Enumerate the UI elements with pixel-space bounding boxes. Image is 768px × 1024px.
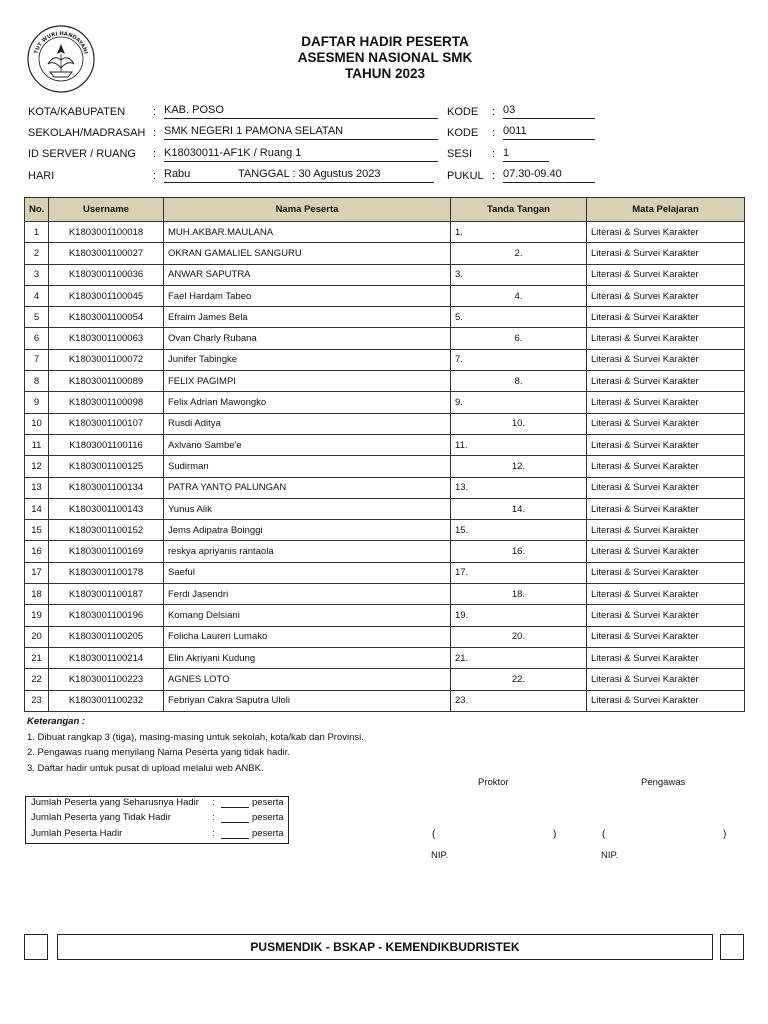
note-item: 3. Daftar hadir untuk pusat di upload melalui web ANBK. [27,763,264,774]
summary-colon: : [212,797,215,808]
subject-cell: Literasi & Survei Karakter [587,371,745,392]
hari-label: HARI [28,170,55,182]
username-cell: K1803001100107 [49,413,164,434]
notes-title: Keterangan : [27,716,86,727]
table-row [25,307,745,328]
username-cell: K1803001100018 [49,222,164,243]
table-row [25,371,745,392]
kode1-field[interactable]: 03 [503,104,595,119]
username-cell: K1803001100116 [49,434,164,455]
row-number-cell: 18 [25,584,49,605]
note-item: 2. Pengawas ruang menyilang Nama Peserta yang tidak hadir. [27,747,290,758]
signature-cell[interactable]: 7. [451,349,587,370]
col-header-mata-pelajaran: Mata Pelajaran [587,198,745,222]
participant-name-cell[interactable]: Fael Hardam Tabeo [164,285,451,306]
signature-cell[interactable]: 6. [451,328,587,349]
username-cell: K1803001100196 [49,605,164,626]
pengawas-label: Pengawas [641,777,686,788]
row-number-cell: 4 [25,285,49,306]
signature-cell[interactable]: 3. [451,264,587,285]
username-cell: K1803001100223 [49,669,164,690]
table-row [25,626,745,647]
username-cell: K1803001100178 [49,562,164,583]
hari-colon: : [153,170,157,182]
signature-cell[interactable]: 22. [451,669,587,690]
subject-cell: Literasi & Survei Karakter [587,541,745,562]
subject-cell: Literasi & Survei Karakter [587,562,745,583]
pukul-label: PUKUL [447,170,484,182]
subject-cell: Literasi & Survei Karakter [587,328,745,349]
username-cell: K1803001100205 [49,626,164,647]
table-row [25,477,745,498]
participant-name-cell[interactable]: reskya apriyanis rantaola [164,541,451,562]
table-row [25,456,745,477]
table-row [25,584,745,605]
subject-cell: Literasi & Survei Karakter [587,307,745,328]
username-cell: K1803001100054 [49,307,164,328]
subject-cell: Literasi & Survei Karakter [587,243,745,264]
signature-cell[interactable]: 15. [451,520,587,541]
username-cell: K1803001100125 [49,456,164,477]
doc-subtitle: ASESMEN NASIONAL SMK [297,50,473,65]
signature-cell[interactable]: 10. [451,413,587,434]
username-cell: K1803001100134 [49,477,164,498]
tut-wuri-handayani-logo [26,24,96,94]
participant-name-cell[interactable]: Febriyan Cakra Saputra Uloli [164,690,451,711]
signature-cell[interactable]: 14. [451,498,587,519]
server-label: ID SERVER / RUANG [28,148,136,160]
signature-cell[interactable]: 9. [451,392,587,413]
participant-name-cell[interactable]: Yunus Alik [164,498,451,519]
username-cell: K1803001100098 [49,392,164,413]
table-row [25,647,745,668]
participant-name-cell[interactable]: Rusdi Aditya [164,413,451,434]
signature-cell[interactable]: 21. [451,647,587,668]
summary-present-label: Jumlah Peserta Hadir [31,828,123,839]
summary-absent-label: Jumlah Peserta yang Tidak Hadir [31,812,171,823]
row-number-cell: 13 [25,477,49,498]
pengawas-name-open: ( [602,829,606,840]
signature-cell[interactable]: 20. [451,626,587,647]
kode2-colon: : [492,127,496,139]
username-cell: K1803001100214 [49,647,164,668]
sesi-colon: : [492,148,496,160]
participant-name-cell[interactable]: FELIX PAGIMPI [164,371,451,392]
participant-name-cell[interactable]: ANWAR SAPUTRA [164,264,451,285]
subject-cell: Literasi & Survei Karakter [587,222,745,243]
username-cell: K1803001100187 [49,584,164,605]
signature-cell[interactable]: 1. [451,222,587,243]
kode2-label: KODE [447,127,479,139]
proktor-name-close: ) [553,829,557,840]
row-number-cell: 6 [25,328,49,349]
row-number-cell: 23 [25,690,49,711]
participant-name-cell[interactable]: Saeful [164,562,451,583]
pengawas-nip-label: NIP. [601,850,619,861]
footer-left-marker [24,934,48,960]
row-number-cell: 1 [25,222,49,243]
summary-unit: peserta [252,828,284,839]
kode1-colon: : [492,106,496,118]
kode1-label: KODE [447,106,479,118]
signature-cell[interactable]: 5. [451,307,587,328]
participant-name-cell[interactable]: Efraim James Bela [164,307,451,328]
row-number-cell: 20 [25,626,49,647]
username-cell: K1803001100152 [49,520,164,541]
sesi-field[interactable]: 1 [503,147,549,162]
row-number-cell: 22 [25,669,49,690]
table-row [25,434,745,455]
table-header-row [25,198,745,222]
participant-name-cell[interactable]: Axlvano Sambe'e [164,434,451,455]
signature-cell[interactable]: 18. [451,584,587,605]
username-cell: K1803001100027 [49,243,164,264]
summary-unit: peserta [252,797,284,808]
subject-cell: Literasi & Survei Karakter [587,669,745,690]
note-item: 1. Dibuat rangkap 3 (tiga), masing-masing untuk sekolah, kota/kab dan Provinsi. [27,732,364,743]
table-row [25,541,745,562]
doc-title: DAFTAR HADIR PESERTA [301,34,469,49]
username-cell: K1803001100072 [49,349,164,370]
participant-name-cell[interactable]: Ovan Charly Rubana [164,328,451,349]
table-row [25,498,745,519]
signature-cell[interactable]: 12. [451,456,587,477]
row-number-cell: 19 [25,605,49,626]
signature-cell[interactable]: 2. [451,243,587,264]
summary-present-field[interactable] [221,828,249,839]
table-row [25,690,745,711]
table-row [25,413,745,434]
table-row [25,264,745,285]
table-row [25,243,745,264]
kode2-field[interactable]: 0011 [503,125,595,140]
username-cell: K1803001100232 [49,690,164,711]
kota-colon: : [153,106,157,118]
sesi-label: SESI [447,148,473,160]
server-colon: : [153,148,157,160]
col-header-nama: Nama Peserta [164,198,451,222]
proktor-label: Proktor [478,777,509,788]
subject-cell: Literasi & Survei Karakter [587,605,745,626]
summary-unit: peserta [252,812,284,823]
subject-cell: Literasi & Survei Karakter [587,647,745,668]
subject-cell: Literasi & Survei Karakter [587,626,745,647]
row-number-cell: 21 [25,647,49,668]
username-cell: K1803001100036 [49,264,164,285]
row-number-cell: 10 [25,413,49,434]
subject-cell: Literasi & Survei Karakter [587,392,745,413]
signature-cell[interactable]: 11. [451,434,587,455]
participant-name-cell[interactable]: AGNES LOTO [164,669,451,690]
participant-name-cell[interactable]: Folicha Lauren Lumako [164,626,451,647]
subject-cell: Literasi & Survei Karakter [587,477,745,498]
table-row [25,328,745,349]
row-number-cell: 14 [25,498,49,519]
server-field[interactable]: K18030011-AF1K / Ruang 1 [164,147,438,162]
row-number-cell: 16 [25,541,49,562]
proktor-nip-label: NIP. [431,850,449,861]
logo-motto: TUT WURI HANDAYANI [33,30,89,55]
kota-label: KOTA/KABUPATEN [28,106,126,118]
proktor-name-open: ( [432,829,436,840]
signature-cell[interactable]: 19. [451,605,587,626]
subject-cell: Literasi & Survei Karakter [587,434,745,455]
table-row [25,605,745,626]
footer-banner: PUSMENDIK - BSKAP - KEMENDIKBUDRISTEK [57,934,713,960]
subject-cell: Literasi & Survei Karakter [587,349,745,370]
row-number-cell: 11 [25,434,49,455]
tanggal-field[interactable]: TANGGAL : 30 Agustus 2023 [238,168,434,183]
col-header-no: No. [25,198,49,222]
summary-expected-label: Jumlah Peserta yang Seharusnya Hadir [31,797,199,808]
summary-expected-field[interactable] [221,797,249,808]
subject-cell: Literasi & Survei Karakter [587,413,745,434]
row-number-cell: 15 [25,520,49,541]
row-number-cell: 7 [25,349,49,370]
subject-cell: Literasi & Survei Karakter [587,285,745,306]
sekolah-field[interactable]: SMK NEGERI 1 PAMONA SELATAN [164,125,438,140]
footer-right-marker [720,934,744,960]
participant-name-cell[interactable]: MUH.AKBAR.MAULANA [164,222,451,243]
participant-name-cell[interactable]: Komang Delsiani [164,605,451,626]
table-row [25,520,745,541]
username-cell: K1803001100169 [49,541,164,562]
signature-cell[interactable]: 23. [451,690,587,711]
row-number-cell: 8 [25,371,49,392]
username-cell: K1803001100045 [49,285,164,306]
table-row [25,349,745,370]
table-row [25,562,745,583]
pengawas-name-close: ) [723,829,727,840]
subject-cell: Literasi & Survei Karakter [587,520,745,541]
table-body [25,222,745,712]
signature-cell[interactable]: 8. [451,371,587,392]
participant-name-cell[interactable]: Elin Akriyani Kudung [164,647,451,668]
participant-name-cell[interactable]: Felix Adrian Mawongko [164,392,451,413]
attendance-table [24,197,745,712]
subject-cell: Literasi & Survei Karakter [587,498,745,519]
summary-colon: : [212,812,215,823]
participant-name-cell[interactable]: Jems Adipatra Boinggi [164,520,451,541]
participant-name-cell[interactable]: OKRAN GAMALIEL SANGURU [164,243,451,264]
signature-cell[interactable]: 16. [451,541,587,562]
signature-cell[interactable]: 4. [451,285,587,306]
pukul-field[interactable]: 07.30-09.40 [503,168,595,183]
col-header-tanda-tangan: Tanda Tangan [451,198,587,222]
row-number-cell: 12 [25,456,49,477]
username-cell: K1803001100089 [49,371,164,392]
table-row [25,222,745,243]
username-cell: K1803001100063 [49,328,164,349]
subject-cell: Literasi & Survei Karakter [587,456,745,477]
summary-colon: : [212,828,215,839]
row-number-cell: 17 [25,562,49,583]
col-header-username: Username [49,198,164,222]
username-cell: K1803001100143 [49,498,164,519]
summary-absent-field[interactable] [221,812,249,823]
participant-name-cell[interactable]: PATRA YANTO PALUNGAN [164,477,451,498]
row-number-cell: 2 [25,243,49,264]
hari-field[interactable]: Rabu [164,168,238,183]
subject-cell: Literasi & Survei Karakter [587,584,745,605]
subject-cell: Literasi & Survei Karakter [587,690,745,711]
table-row [25,392,745,413]
subject-cell: Literasi & Survei Karakter [587,264,745,285]
pukul-colon: : [492,170,496,182]
participant-name-cell[interactable]: Ferdi Jasendri [164,584,451,605]
sekolah-label: SEKOLAH/MADRASAH [28,127,146,139]
row-number-cell: 5 [25,307,49,328]
attendance-summary-box [25,796,289,844]
doc-year: TAHUN 2023 [344,66,426,81]
participant-name-cell[interactable]: Sudirman [164,456,451,477]
table-row [25,669,745,690]
signature-cell[interactable]: 17. [451,562,587,583]
participant-name-cell[interactable]: Junifer Tabingke [164,349,451,370]
table-row [25,285,745,306]
sekolah-colon: : [153,127,157,139]
kota-field[interactable]: KAB. POSO [164,104,438,119]
signature-cell[interactable]: 13. [451,477,587,498]
row-number-cell: 9 [25,392,49,413]
row-number-cell: 3 [25,264,49,285]
